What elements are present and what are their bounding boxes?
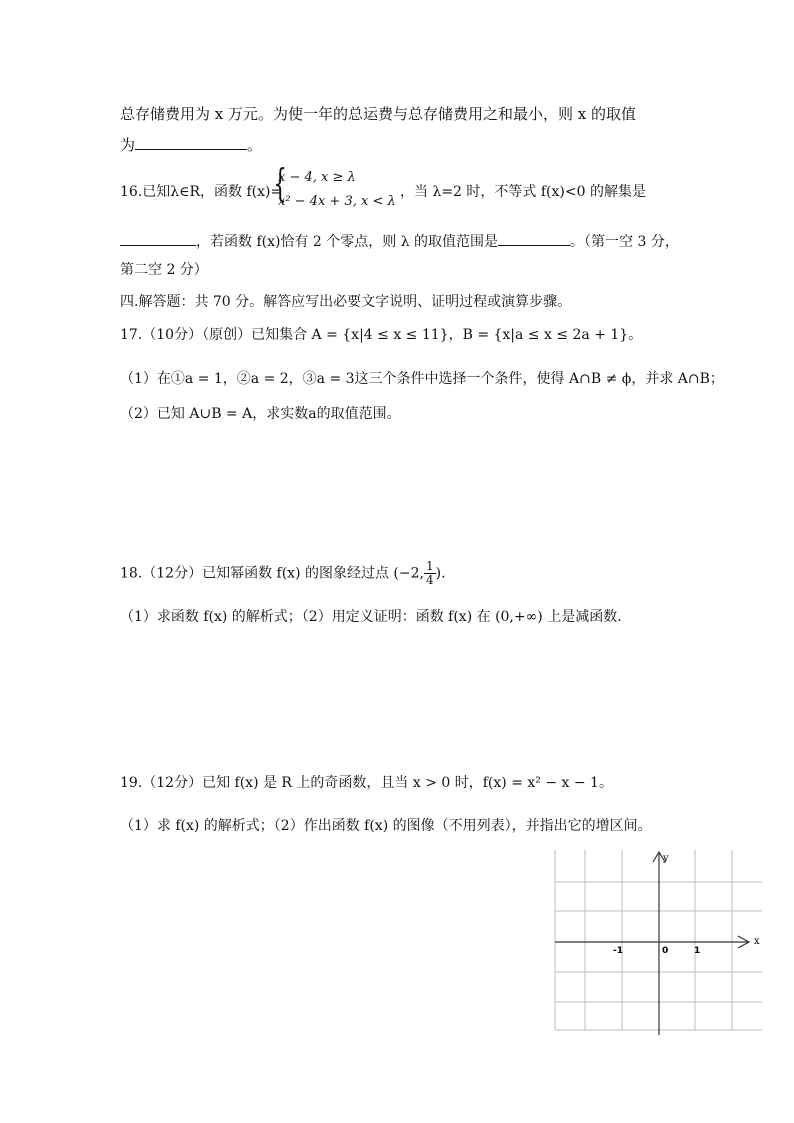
q16-line2-end: 。（第一空 3 分， (570, 234, 679, 250)
q18-head (120, 560, 446, 587)
x-axis-label: x (754, 936, 760, 947)
one-label: 1 (694, 946, 701, 956)
q16-prefix: 16.已知λ∈R，函数 f(x)= (120, 184, 283, 200)
q18-head-text: 18.（12分）已知幂函数 f(x) 的图象经过点 (−2, (120, 565, 424, 582)
q17-head: 17.（10分）（原创）已知集合 A = {x|4 ≤ x ≤ 11}，B = {x|a ≤ x ≤ 2a + 1}。 (120, 327, 643, 343)
q19-parts: （1）求 f(x) 的解析式；（2）作出函数 f(x) 的图像（不用列表），并指出它的增区间。 (120, 818, 652, 834)
section4-heading: 四.解答题：共 70 分。解答应写出必要文字说明、证明过程或演算步骤。 (120, 294, 572, 310)
q16-piece2: x² − 4x + 3, x < λ (278, 194, 396, 209)
q18-parts: （1）求函数 f(x) 的解析式；（2）用定义证明：函数 f(x) 在 (0,+∞) 上是减函数. (120, 609, 622, 625)
q18-frac-den: 4 (425, 573, 434, 588)
q16-blank-2 (498, 231, 570, 246)
q16-line2 (120, 231, 679, 251)
y-axis-label: y (663, 853, 669, 864)
q17-part2: （2）已知 A∪B = A，求实数a的取值范围。 (120, 406, 401, 422)
q15-line2-suffix: 。 (247, 136, 263, 154)
q17-part1: （1）在①a = 1，②a = 2，③a = 3这三个条件中选择一个条件，使得 A∩B ≠ ϕ，并求 A∩B； (120, 371, 724, 387)
q18-fraction (424, 560, 436, 587)
q16-suffix: ，当 λ=2 时，不等式 f(x)<0 的解集是 (400, 184, 646, 200)
neg-one-label: -1 (613, 946, 623, 956)
q15-line2-prefix: 为 (120, 136, 136, 154)
q15-answer-blank (135, 135, 247, 150)
q16-line3: 第二空 2 分） (120, 262, 208, 278)
q19-head: 19.（12分）已知 f(x) 是 R 上的奇函数，且当 x > 0 时，f(x) = x² − x − 1。 (120, 775, 613, 791)
q15-line1: 总存储费用为 x 万元。为使一年的总运费与总存储费用之和最小，则 x 的取值 (120, 105, 636, 123)
q18-head-end: ). (435, 565, 446, 582)
q16-blank-1 (120, 231, 196, 246)
q16-piece1: x − 4, x ≥ λ (278, 170, 356, 185)
q16-brace: { (273, 161, 287, 205)
q16-line2-mid: ，若函数 f(x)恰有 2 个零点，则 λ 的取值范围是 (196, 234, 499, 250)
coordinate-grid (550, 845, 770, 1035)
origin-label: 0 (662, 946, 669, 956)
q18-frac-num: 1 (425, 559, 434, 573)
q15-line2 (120, 134, 262, 155)
